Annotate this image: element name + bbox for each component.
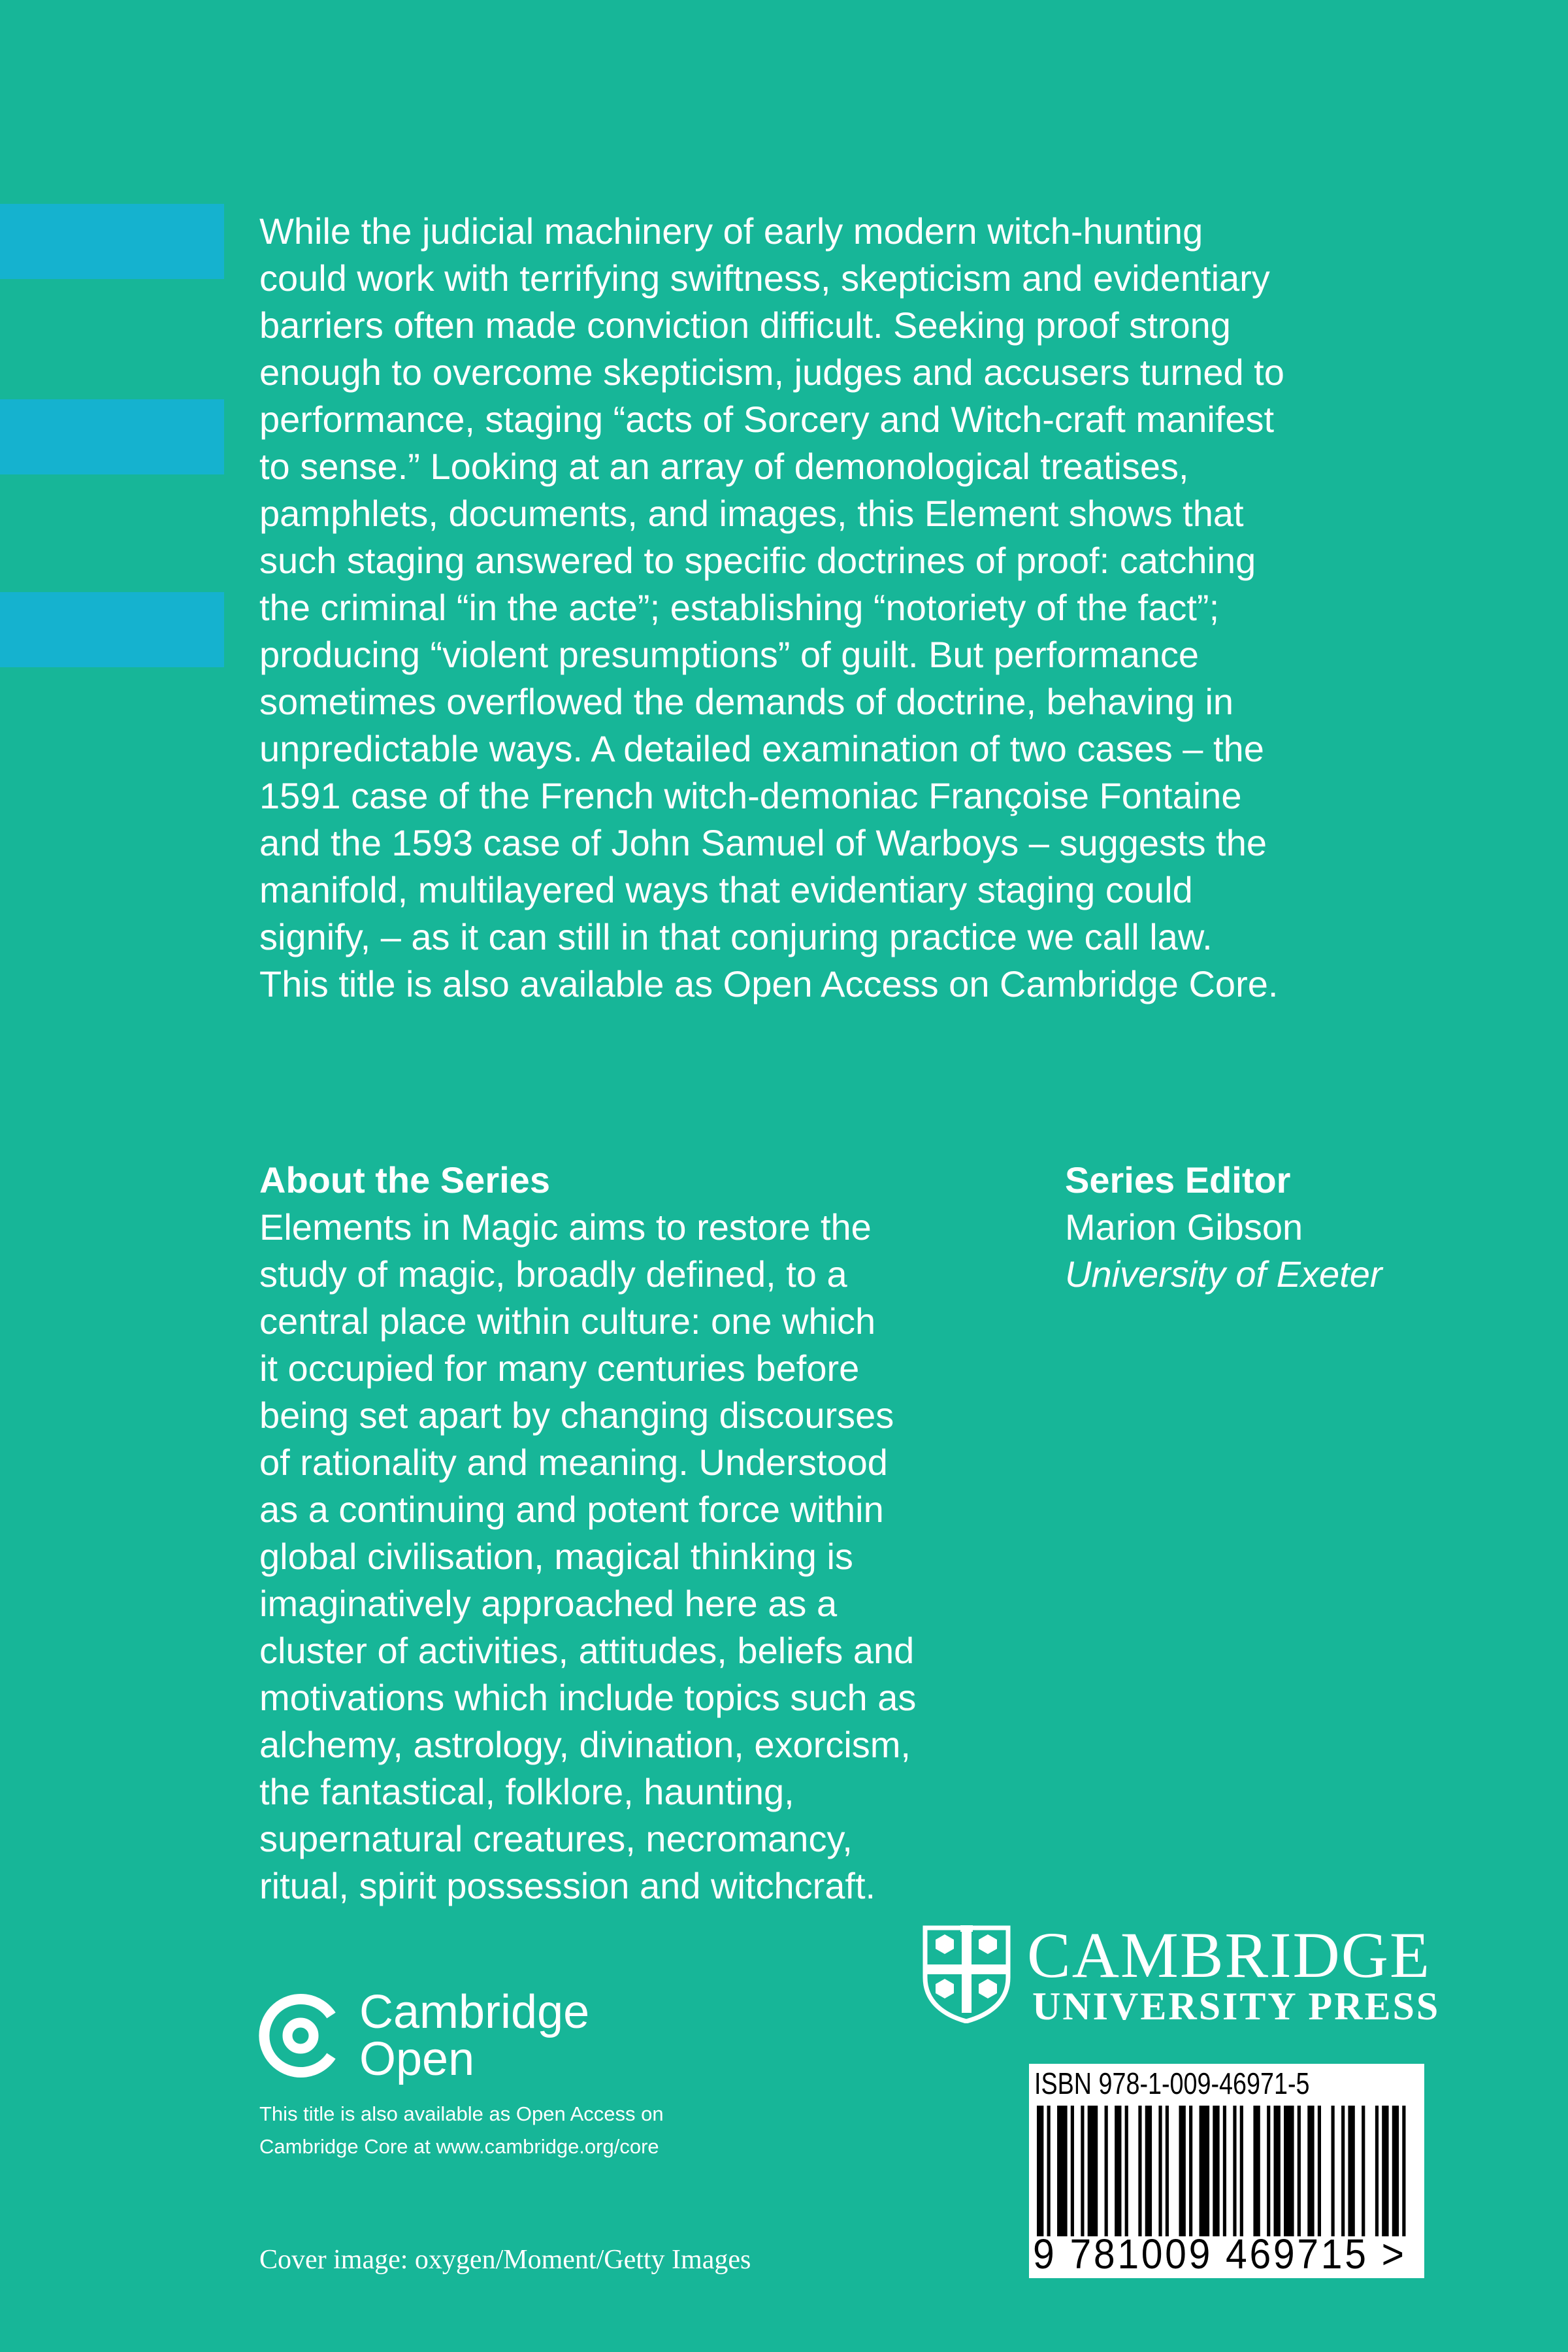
blurb-line: unpredictable ways. A detailed examination of two cases – the xyxy=(259,728,1264,769)
about-series-line: it occupied for many centuries before xyxy=(259,1348,860,1389)
cover-image-credit: Cover image: oxygen/Moment/Getty Images xyxy=(259,2245,751,2275)
accent-tab-3 xyxy=(0,592,224,667)
barcode-bar xyxy=(1057,2106,1068,2236)
blurb-line: manifold, multilayered ways that evidentiary staging could xyxy=(259,869,1193,910)
publisher-name: CAMBRIDGE xyxy=(1027,1919,1431,1991)
barcode-bar xyxy=(1362,2106,1365,2236)
barcode-bar xyxy=(1037,2106,1043,2236)
barcode-bar xyxy=(1298,2106,1301,2236)
blurb-line: While the judicial machinery of early modern witch-hunting xyxy=(259,210,1203,252)
about-series-line: study of magic, broadly defined, to a xyxy=(259,1253,847,1295)
university-crest-icon xyxy=(923,1925,1011,2023)
barcode-bar xyxy=(1081,2106,1084,2236)
about-series-text xyxy=(259,1204,1043,1910)
cambridge-open-line1: Cambridge xyxy=(359,1986,590,2038)
cambridge-open-line2: Open xyxy=(359,2033,475,2085)
about-series-line: central place within culture: one which xyxy=(259,1300,876,1342)
barcode-bar xyxy=(1348,2106,1354,2236)
about-series-line: as a continuing and potent force within xyxy=(259,1489,884,1530)
barcode-bar xyxy=(1331,2106,1335,2236)
barcode-bar xyxy=(1382,2106,1388,2236)
about-series-line: being set apart by changing discourses xyxy=(259,1395,894,1436)
barcode-bar xyxy=(1115,2106,1121,2236)
blurb-line: pamphlets, documents, and images, this Element shows that xyxy=(259,493,1244,534)
about-series-line: alchemy, astrology, divination, exorcism, xyxy=(259,1724,911,1765)
blurb-line: barriers often made conviction difficult. Seeking proof strong xyxy=(259,305,1231,346)
barcode-bar xyxy=(1200,2106,1210,2236)
series-editor-affiliation: University of Exeter xyxy=(1065,1253,1382,1295)
barcode-bar xyxy=(1240,2106,1243,2236)
barcode-bar xyxy=(1158,2106,1162,2236)
blurb-line: signify, – as it can still in that conjuring practice we call law. xyxy=(259,916,1213,957)
barcode-bar xyxy=(1274,2106,1281,2236)
series-editor-heading: Series Editor xyxy=(1065,1159,1291,1201)
isbn-barcode xyxy=(1029,2064,1424,2278)
publisher-logo xyxy=(923,1919,1441,2028)
about-series-line: supernatural creatures, necromancy, xyxy=(259,1818,853,1859)
about-series-line: of rationality and meaning. Understood xyxy=(259,1442,888,1483)
cambridge-open-icon xyxy=(258,1993,343,2078)
series-editor-section xyxy=(1065,1157,1483,1298)
about-series-line: Elements in Magic aims to restore the xyxy=(259,1206,872,1248)
barcode-bar xyxy=(1166,2106,1169,2236)
book-blurb xyxy=(259,208,1448,1008)
about-series-line: ritual, spirit possession and witchcraft. xyxy=(259,1865,876,1906)
barcode-bar xyxy=(1047,2106,1051,2236)
barcode-bar xyxy=(1402,2106,1405,2236)
barcode-bar xyxy=(1189,2106,1192,2236)
barcode-bar xyxy=(1223,2106,1226,2236)
blurb-line: such staging answered to specific doctrines of proof: catching xyxy=(259,540,1256,581)
blurb-line: performance, staging “acts of Sorcery and Witch-craft manifest xyxy=(259,399,1275,440)
barcode-bar xyxy=(1307,2106,1314,2236)
accent-tab-1 xyxy=(0,204,224,279)
blurb-line: This title is also available as Open Access on Cambridge Core. xyxy=(259,963,1279,1004)
blurb-line: enough to overcome skepticism, judges and accusers turned to xyxy=(259,352,1284,393)
barcode-bar xyxy=(1375,2106,1379,2236)
barcode-bar xyxy=(1392,2106,1399,2236)
blurb-line: to sense.” Looking at an array of demonological treatises, xyxy=(259,446,1189,487)
open-access-note-line: This title is also available as Open Access on xyxy=(259,2102,664,2125)
about-series-line: motivations which include topics such as xyxy=(259,1677,917,1718)
about-series-line: cluster of activities, attitudes, beliefs and xyxy=(259,1630,915,1671)
barcode-bar xyxy=(1105,2106,1108,2236)
about-series-line: global civilisation, magical thinking is xyxy=(259,1536,853,1577)
about-series-section xyxy=(259,1157,1043,1910)
blurb-line: sometimes overflowed the demands of doctrine, behaving in xyxy=(259,681,1234,722)
open-access-note-line: Cambridge Core at www.cambridge.org/core xyxy=(259,2135,659,2158)
about-series-heading: About the Series xyxy=(259,1159,550,1201)
barcode-bar xyxy=(1071,2106,1074,2236)
barcode-bar xyxy=(1318,2106,1321,2236)
barcode-bar xyxy=(1233,2106,1236,2236)
accent-tab-2 xyxy=(0,399,224,474)
barcode-bar xyxy=(1125,2106,1128,2236)
blurb-line: 1591 case of the French witch-demoniac Françoise Fontaine xyxy=(259,775,1242,816)
isbn-label: ISBN 978-1-009-46971-5 xyxy=(1034,2066,1310,2100)
barcode-bar xyxy=(1138,2106,1141,2236)
barcode-bar xyxy=(1179,2106,1186,2236)
series-editor-name: Marion Gibson xyxy=(1065,1206,1303,1248)
barcode-bar xyxy=(1253,2106,1260,2236)
barcode-bar xyxy=(1088,2106,1098,2236)
barcode-bars xyxy=(1037,2106,1416,2236)
barcode-bar xyxy=(1267,2106,1270,2236)
about-series-line: imaginatively approached here as a xyxy=(259,1583,838,1624)
barcode-bar xyxy=(1284,2106,1294,2236)
open-access-note xyxy=(259,2098,664,2163)
about-series-line: the fantastical, folklore, haunting, xyxy=(259,1771,794,1812)
blurb-line: producing “violent presumptions” of guilt. But performance xyxy=(259,634,1200,675)
publisher-subname: UNIVERSITY PRESS xyxy=(1032,1985,1441,2028)
blurb-line: and the 1593 case of John Samuel of Warboys – suggests the xyxy=(259,822,1267,863)
barcode-bar xyxy=(1145,2106,1152,2236)
barcode-bar xyxy=(1341,2106,1345,2236)
blurb-line: could work with terrifying swiftness, skepticism and evidentiary xyxy=(259,257,1270,299)
blurb-line: the criminal “in the acte”; establishing “notoriety of the fact”; xyxy=(259,587,1220,628)
barcode-bar xyxy=(1213,2106,1219,2236)
barcode-number: 9 781009 469715 > xyxy=(1033,2230,1407,2277)
cambridge-open-logo xyxy=(258,1987,781,2091)
